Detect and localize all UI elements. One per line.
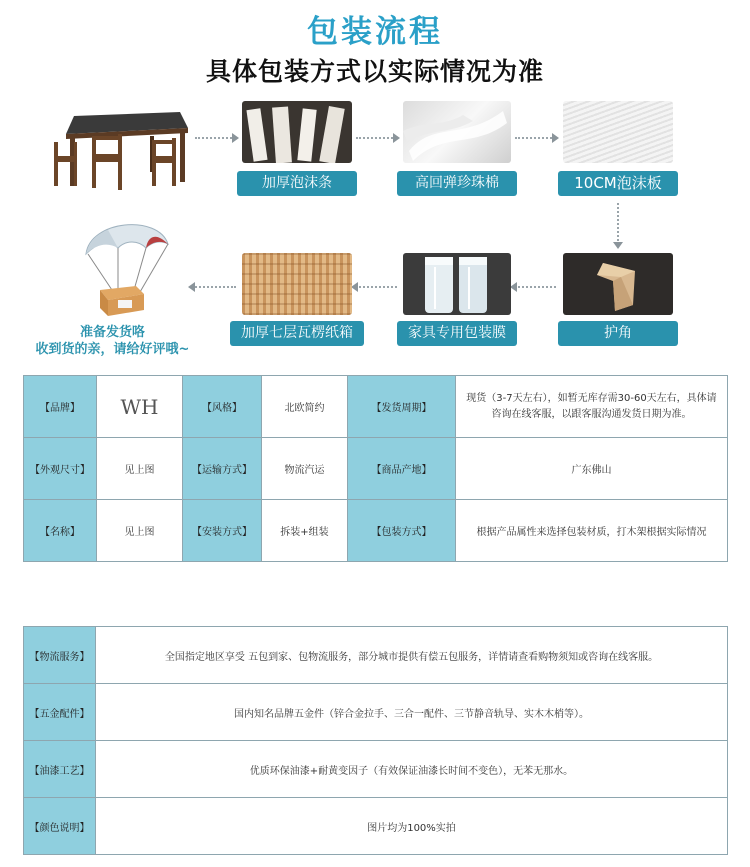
step-label: 10CM泡沫板 (558, 171, 678, 196)
step-label: 家具专用包装膜 (397, 321, 517, 346)
flow-arrow (355, 286, 397, 288)
table-row (24, 741, 728, 798)
style-value: 北欧简约 (262, 376, 348, 438)
name-value: 见上图 (97, 500, 183, 562)
product-spec-table (23, 375, 728, 562)
page-subtitle: 具体包装方式以实际情况为准 (205, 57, 544, 86)
origin-label: 【商品产地】 (348, 438, 456, 500)
pearl-cotton-icon (403, 101, 511, 163)
process-step-5 (403, 253, 511, 345)
table-row (24, 798, 728, 855)
install-label: 【安装方式】 (183, 500, 262, 562)
logistics-value: 全国指定地区享受 五包到家、包物流服务，部分城市提供有偿五包服务，详情请查看购物须知或咨询在线客服。 (96, 627, 728, 684)
step-label: 高回弹珍珠棉 (397, 171, 517, 196)
corner-protector-icon (563, 253, 673, 315)
table-row (24, 627, 728, 684)
origin-value: 广东佛山 (456, 438, 728, 500)
paint-label: 【油漆工艺】 (24, 741, 96, 798)
process-step-4 (563, 253, 673, 345)
shipping-cycle-label: 【发货周期】 (348, 376, 456, 438)
style-label: 【风格】 (183, 376, 262, 438)
hardware-label: 【五金配件】 (24, 684, 96, 741)
flow-arrow (515, 137, 555, 139)
paint-value: 优质环保油漆+耐黄变因子（有效保证油漆长时间不变色），无苯无那水。 (96, 741, 728, 798)
table-row (24, 500, 728, 562)
color-note-label: 【颜色说明】 (24, 798, 96, 855)
product-image (52, 98, 192, 196)
delivery-image (78, 212, 173, 317)
color-note-value: 图片均为100%实拍 (96, 798, 728, 855)
foam-board-icon (563, 101, 673, 163)
flow-arrow (195, 137, 235, 139)
packaging-label: 【包装方式】 (348, 500, 456, 562)
brand-label: 【品牌】 (24, 376, 97, 438)
flow-arrow (192, 286, 236, 288)
flow-arrow (514, 286, 556, 288)
table-row (24, 376, 728, 438)
flow-arrow (617, 203, 619, 245)
step-label: 加厚七层瓦楞纸箱 (230, 321, 364, 346)
name-label: 【名称】 (24, 500, 97, 562)
parachute-parcel-icon (78, 212, 173, 317)
step-label: 护角 (558, 321, 678, 346)
table-row (24, 684, 728, 741)
process-step-6 (242, 253, 352, 345)
dimensions-label: 【外观尺寸】 (24, 438, 97, 500)
process-step-2 (403, 101, 511, 193)
delivery-caption-line1: 准备发货咯 (79, 325, 145, 340)
process-step-3 (563, 101, 673, 193)
packaging-value: 根据产品属性来选择包装材质，打木架根据实际情况 (456, 500, 728, 562)
service-table (23, 626, 728, 855)
step-label: 加厚泡沫条 (237, 171, 357, 196)
delivery-caption-line2: 收到货的亲，请给好评哦~ (35, 342, 190, 357)
page-title: 包装流程 (307, 14, 443, 50)
table-row (24, 438, 728, 500)
flow-arrow (356, 137, 396, 139)
wrap-film-icon (403, 253, 511, 315)
shipping-cycle-value: 现货（3-7天左右），如暂无库存需30-60天左右，具体请咨询在线客服，以跟客服沟通发货日期为准。 (456, 376, 728, 438)
corrugated-carton-icon (242, 253, 352, 315)
hardware-value: 国内知名品牌五金件（锌合金拉手、三合一配件、三节静音轨导、实木木梢等）。 (96, 684, 728, 741)
logistics-label: 【物流服务】 (24, 627, 96, 684)
dining-set-icon (52, 98, 192, 196)
dimensions-value: 见上图 (97, 438, 183, 500)
install-value: 拆装+组装 (262, 500, 348, 562)
foam-strip-icon (242, 101, 352, 163)
transport-value: 物流汽运 (262, 438, 348, 500)
brand-value: WH (97, 376, 183, 438)
process-step-1 (242, 101, 352, 193)
transport-label: 【运输方式】 (183, 438, 262, 500)
